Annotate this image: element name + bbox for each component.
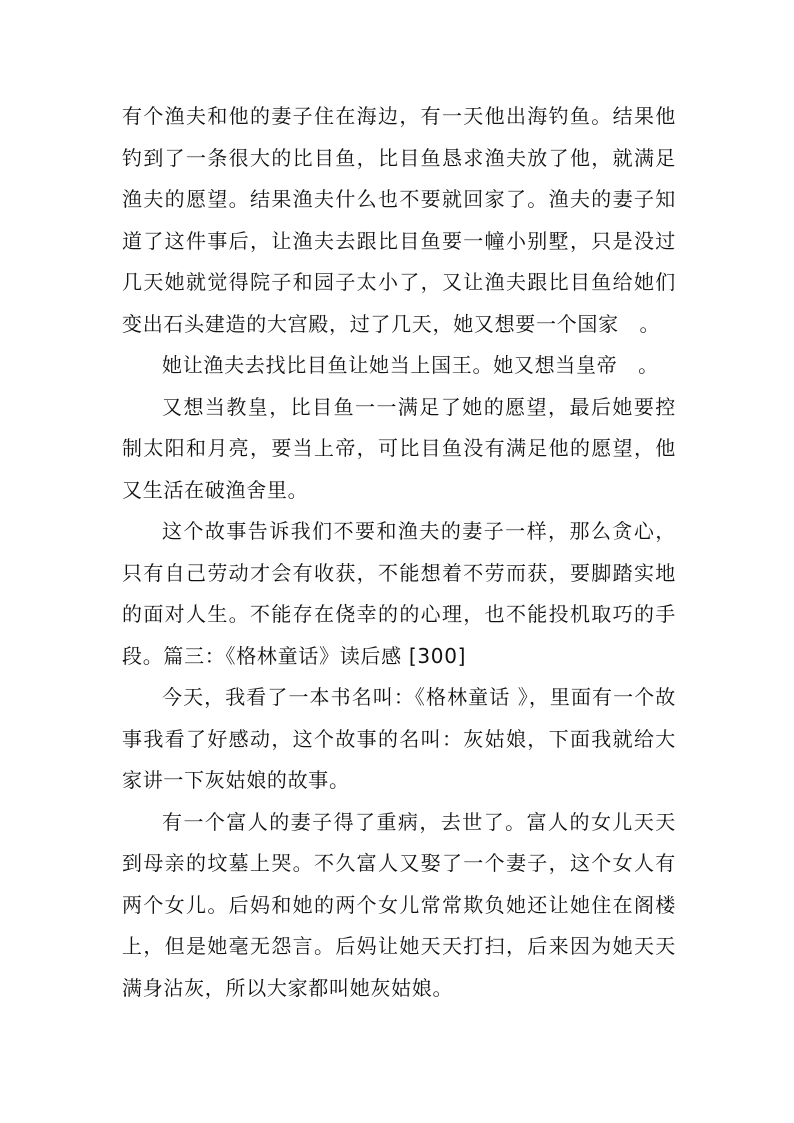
paragraph-2: 她让渔夫去找比目鱼让她当上国王。她又想当皇帝 。 (162, 353, 659, 377)
paragraph-6: 有一个富人的妻子得了重病，去世了。富人的女儿天天到母亲的坟墓上哭。不久富人又娶了一个妻子，这个女人有两个女儿。后妈和她的两个女儿常常欺负她还让她住在阁楼上，但是她毫无怨言。后妈让她天天打扫，后来因为她天天满身沾灰，所以大家都叫她灰姑娘。 (122, 809, 676, 1000)
paragraph-4: 这个故事告诉我们不要和渔夫的妻子一样，那么贪心，只有自己劳动才会有收获，不能想着不劳而获，要脚踏实地的面对人生。不能存在侥幸的的心理，也不能投机取巧的手段。篇三：《格林童话》读后感 [300] (122, 519, 676, 668)
paragraph-5: 今天，我看了一本书名叫：《格林童话 》，里面有一个故事我看了好感动，这个故事的名叫：灰姑娘，下面我就给大家讲一下灰姑娘的故事。 (122, 685, 676, 792)
document-body (122, 96, 676, 1009)
paragraph-3: 又想当教皇，比目鱼一一满足了她的愿望，最后她要控制太阳和月亮，要当上帝，可比目鱼没有满足他的愿望，他又生活在破渔舍里。 (122, 394, 676, 502)
paragraph-1: 有个渔夫和他的妻子住在海边，有一天他出海钓鱼。结果他钓到了一条很大的比目鱼，比目鱼恳求渔夫放了他，就满足渔夫的愿望。结果渔夫什么也不要就回家了。渔夫的妻子知道了这件事后，让渔夫去跟比目鱼要一幢小别墅，只是没过几天她就觉得院子和园子太小了，又让渔夫跟比目鱼给她们变出石头建造的大宫殿，过了几天，她又想要一个国家 。 (122, 104, 676, 336)
